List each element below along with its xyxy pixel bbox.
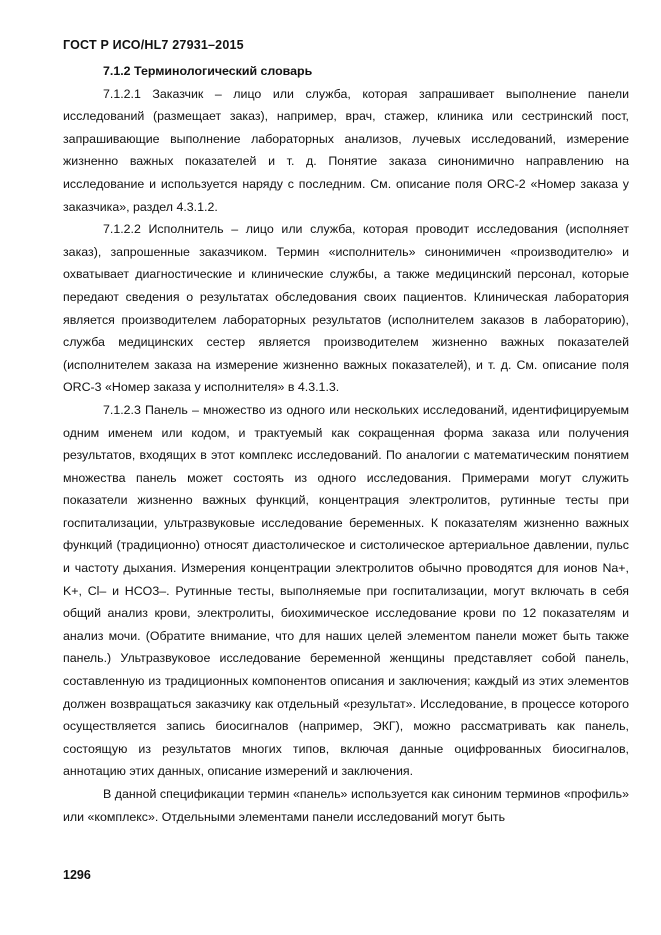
page-number: 1296 <box>63 868 91 882</box>
section-title: 7.1.2 Терминологический словарь <box>103 64 313 78</box>
paragraph-7-1-2-3: 7.1.2.3 Панель – множество из одного или нескольких исследований, идентифицируемым одним именем или кодом, и трактуемый как сокращенная форма заказа или получения результатов, входящих в этот комплекс исследований. По аналогии с математическим понятием множества панель может состоять из одного исследования. Примерами могут служить показатели жизненно важных функций, концентрация электролитов, рутинные тесты при госпитализации, ультразвуковые исследование беременных. К показателям жизненно важных функций (традиционно) относят диастолическое и систолическое артериальное давлении, пульс и частоту дыхания. Измерения концентрации электролитов обычно проводятся для ионов Na+, K+, Cl– и HCO3–. Рутинные тесты, выполняемые при госпитализации, могут включать в себя общий анализ крови, электролиты, биохимическое исследование крови по 12 показателям и анализ мочи. (Обратите внимание, что для наших целей элементом панели может быть также панель.) Ультразвуковое исследование беременной женщины представляет собой панель, составленную из традиционных компонентов описания и заключения; каждый из этих элементов должен возвращаться заказчику как отдельный «результат». Исследование, в процессе которого осуществляется запись биосигналов (например, ЭКГ), можно рассматривать как панель, состоящую из результатов многих типов, включая данные оцифрованных биосигналов, аннотацию этих данных, описание измерений и заключения. <box>63 402 629 779</box>
document-body <box>63 60 629 828</box>
paragraph-7-1-2-2: 7.1.2.2 Исполнитель – лицо или служба, которая проводит исследования (исполняет заказ), запрошенные заказчиком. Термин «исполнитель» синонимичен «производителю» и охватывает диагностические и клинические службы, а также медицинский персонал, которые передают сведения о результатах обследования своих пациентов. Клиническая лаборатория является производителем лабораторных результатов (исполнителем заказов в лабораторию), служба медицинских сестер является производителем жизненно важных показателей (исполнителем заказа на измерение жизненно важных показателей), и т. д. См. описание поля ORC-3 «Номер заказа у исполнителя» в 4.3.1.3. <box>63 222 629 395</box>
paragraph-7-1-2-1: 7.1.2.1 Заказчик – лицо или служба, которая запрашивает выполнение панели исследований (размещает заказ), например, врач, стажер, клиника или сестринский пост, запрашивающие выполнение лабораторных анализов, лучевых исследований, измерение жизненно важных показателей и т. д. Понятие заказа синонимично направлению на исследование и используется наряду с последним. См. описание поля ORC-2 «Номер заказа у заказчика», раздел 4.3.1.2. <box>63 86 629 214</box>
document-header: ГОСТ Р ИСО/HL7 27931–2015 <box>63 38 244 52</box>
paragraph-panel-synonym: В данной спецификации термин «панель» используется как синоним терминов «профиль» или «комплекс». Отдельными элементами панели исследований могут быть <box>63 787 629 824</box>
